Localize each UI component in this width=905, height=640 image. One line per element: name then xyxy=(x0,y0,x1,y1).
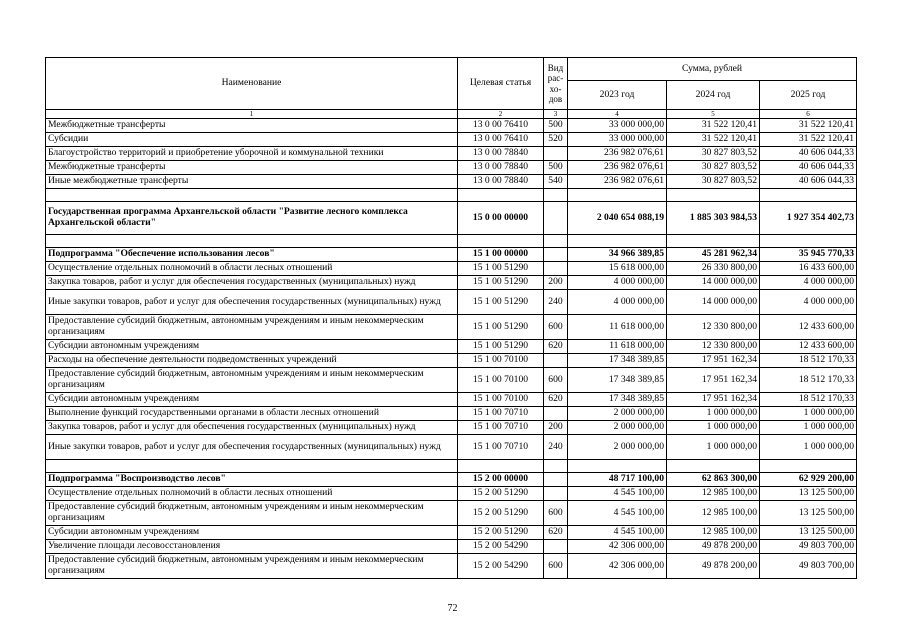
cell-sum-2025: 12 433 600,00 xyxy=(760,340,857,354)
cell-name: Межбюджетные трансферты xyxy=(46,119,458,133)
empty-cell xyxy=(667,235,760,248)
cell-sum-2024: 49 878 200,00 xyxy=(667,540,760,554)
cell-expense-kind: 620 xyxy=(544,393,568,407)
cell-sum-2024: 30 827 803,52 xyxy=(667,175,760,189)
header-kind: Вид рас-хо-дов xyxy=(544,58,568,110)
spacer-row xyxy=(46,460,857,473)
cell-sum-2025: 49 803 700,00 xyxy=(760,554,857,579)
cell-name: Субсидии xyxy=(46,133,458,147)
cell-target-code: 15 1 00 51290 xyxy=(458,315,544,340)
cell-sum-2025: 1 000 000,00 xyxy=(760,421,857,435)
cell-target-code: 15 1 00 51290 xyxy=(458,290,544,315)
cell-name: Увеличение площади лесовосстановления xyxy=(46,540,458,554)
header-target: Целевая статья xyxy=(458,58,544,110)
table-row xyxy=(46,421,857,435)
cell-target-code: 15 2 00 51290 xyxy=(458,487,544,501)
cell-name: Государственная программа Архангельской области "Развитие лесного комплекса Архангельской области" xyxy=(46,202,458,235)
cell-expense-kind: 540 xyxy=(544,175,568,189)
cell-target-code: 15 1 00 70100 xyxy=(458,354,544,368)
page-number: 72 xyxy=(447,603,458,614)
table-row xyxy=(46,501,857,526)
spacer-row xyxy=(46,235,857,248)
cell-expense-kind: 200 xyxy=(544,421,568,435)
cell-sum-2024: 17 951 162,34 xyxy=(667,354,760,368)
table-row xyxy=(46,354,857,368)
cell-sum-2025: 16 433 600,00 xyxy=(760,262,857,276)
cell-sum-2025: 40 606 044,33 xyxy=(760,147,857,161)
cell-sum-2023: 17 348 389,85 xyxy=(568,368,667,393)
cell-sum-2024: 31 522 120,41 xyxy=(667,133,760,147)
cell-name: Иные межбюджетные трансферты xyxy=(46,175,458,189)
spacer-row xyxy=(46,189,857,202)
cell-sum-2023: 2 040 654 088,19 xyxy=(568,202,667,235)
cell-sum-2025: 18 512 170,33 xyxy=(760,354,857,368)
cell-sum-2025: 18 512 170,33 xyxy=(760,393,857,407)
table-row xyxy=(46,202,857,235)
empty-cell xyxy=(458,189,544,202)
cell-sum-2023: 236 982 076,61 xyxy=(568,147,667,161)
cell-sum-2025: 4 000 000,00 xyxy=(760,276,857,290)
empty-cell xyxy=(458,460,544,473)
cell-sum-2023: 4 000 000,00 xyxy=(568,276,667,290)
cell-name: Выполнение функций государственными органами в области лесных отношений xyxy=(46,407,458,421)
cell-sum-2024: 45 281 962,34 xyxy=(667,248,760,262)
cell-sum-2023: 4 545 100,00 xyxy=(568,526,667,540)
cell-sum-2024: 1 000 000,00 xyxy=(667,421,760,435)
cell-name: Предоставление субсидий бюджетным, автономным учреждениям и иным некоммерческим организациям xyxy=(46,554,458,579)
cell-name: Закупка товаров, работ и услуг для обеспечения государственных (муниципальных) нужд xyxy=(46,276,458,290)
cell-sum-2023: 236 982 076,61 xyxy=(568,161,667,175)
empty-cell xyxy=(760,235,857,248)
empty-cell xyxy=(46,189,458,202)
cell-target-code: 15 2 00 54290 xyxy=(458,540,544,554)
cell-sum-2024: 17 951 162,34 xyxy=(667,393,760,407)
cell-expense-kind xyxy=(544,473,568,487)
cell-name: Иные закупки товаров, работ и услуг для обеспечения государственных (муниципальных) нужд xyxy=(46,290,458,315)
cell-sum-2023: 34 966 389,85 xyxy=(568,248,667,262)
cell-target-code: 15 2 00 00000 xyxy=(458,473,544,487)
table-row xyxy=(46,368,857,393)
empty-cell xyxy=(568,460,667,473)
cell-expense-kind: 500 xyxy=(544,119,568,133)
cell-name: Субсидии автономным учреждениям xyxy=(46,393,458,407)
table-row xyxy=(46,262,857,276)
cell-sum-2024: 12 985 100,00 xyxy=(667,501,760,526)
cell-name: Иные закупки товаров, работ и услуг для обеспечения государственных (муниципальных) нужд xyxy=(46,435,458,460)
cell-sum-2023: 17 348 389,85 xyxy=(568,354,667,368)
header-sum: Сумма, рублей xyxy=(568,58,857,81)
cell-sum-2023: 4 545 100,00 xyxy=(568,487,667,501)
cell-name: Подпрограмма "Обеспечение использования лесов" xyxy=(46,248,458,262)
cell-name: Предоставление субсидий бюджетным, автономным учреждениям и иным некоммерческим организациям xyxy=(46,501,458,526)
table-body xyxy=(46,119,857,579)
cell-sum-2023: 4 000 000,00 xyxy=(568,290,667,315)
cell-sum-2023: 48 717 100,00 xyxy=(568,473,667,487)
header-year-2023: 2023 год xyxy=(568,81,667,110)
cell-sum-2024: 62 863 300,00 xyxy=(667,473,760,487)
header-name: Наименование xyxy=(46,58,458,110)
cell-sum-2023: 236 982 076,61 xyxy=(568,175,667,189)
col-number: 6 xyxy=(760,110,857,119)
table-row xyxy=(46,407,857,421)
cell-name: Осуществление отдельных полномочий в области лесных отношений xyxy=(46,487,458,501)
cell-expense-kind xyxy=(544,540,568,554)
cell-expense-kind: 600 xyxy=(544,554,568,579)
cell-sum-2023: 2 000 000,00 xyxy=(568,407,667,421)
table-row xyxy=(46,393,857,407)
cell-sum-2023: 11 618 000,00 xyxy=(568,315,667,340)
cell-name: Осуществление отдельных полномочий в области лесных отношений xyxy=(46,262,458,276)
cell-sum-2023: 15 618 000,00 xyxy=(568,262,667,276)
cell-target-code: 15 1 00 70100 xyxy=(458,368,544,393)
table-row xyxy=(46,119,857,133)
empty-cell xyxy=(667,460,760,473)
cell-sum-2024: 30 827 803,52 xyxy=(667,161,760,175)
cell-sum-2024: 12 985 100,00 xyxy=(667,487,760,501)
cell-sum-2024: 1 885 303 984,53 xyxy=(667,202,760,235)
cell-name: Благоустройство территорий и приобретение уборочной и коммунальной техники xyxy=(46,147,458,161)
table-row xyxy=(46,133,857,147)
table-row xyxy=(46,473,857,487)
cell-sum-2025: 13 125 500,00 xyxy=(760,501,857,526)
cell-target-code: 13 0 00 76410 xyxy=(458,119,544,133)
cell-sum-2023: 42 306 000,00 xyxy=(568,554,667,579)
cell-target-code: 13 0 00 78840 xyxy=(458,147,544,161)
cell-sum-2025: 31 522 120,41 xyxy=(760,119,857,133)
cell-sum-2025: 40 606 044,33 xyxy=(760,161,857,175)
cell-sum-2023: 42 306 000,00 xyxy=(568,540,667,554)
col-number: 5 xyxy=(667,110,760,119)
cell-sum-2025: 49 803 700,00 xyxy=(760,540,857,554)
empty-cell xyxy=(760,460,857,473)
cell-name: Предоставление субсидий бюджетным, автономным учреждениям и иным некоммерческим организациям xyxy=(46,368,458,393)
cell-expense-kind: 520 xyxy=(544,133,568,147)
table-row xyxy=(46,315,857,340)
cell-sum-2023: 4 545 100,00 xyxy=(568,501,667,526)
cell-sum-2025: 1 927 354 402,73 xyxy=(760,202,857,235)
cell-sum-2024: 30 827 803,52 xyxy=(667,147,760,161)
col-number: 2 xyxy=(458,110,544,119)
cell-target-code: 15 1 00 70710 xyxy=(458,435,544,460)
cell-expense-kind xyxy=(544,487,568,501)
empty-cell xyxy=(544,189,568,202)
cell-expense-kind: 600 xyxy=(544,501,568,526)
cell-target-code: 15 1 00 70100 xyxy=(458,393,544,407)
cell-target-code: 15 1 00 00000 xyxy=(458,248,544,262)
empty-cell xyxy=(46,460,458,473)
cell-expense-kind: 500 xyxy=(544,161,568,175)
table-row xyxy=(46,487,857,501)
cell-name: Субсидии автономным учреждениям xyxy=(46,340,458,354)
cell-expense-kind: 600 xyxy=(544,368,568,393)
table-row xyxy=(46,340,857,354)
cell-name: Закупка товаров, работ и услуг для обеспечения государственных (муниципальных) нужд xyxy=(46,421,458,435)
cell-expense-kind xyxy=(544,407,568,421)
cell-name: Расходы на обеспечение деятельности подведомственных учреждений xyxy=(46,354,458,368)
cell-sum-2023: 2 000 000,00 xyxy=(568,421,667,435)
table-row xyxy=(46,161,857,175)
cell-sum-2025: 13 125 500,00 xyxy=(760,526,857,540)
cell-sum-2025: 1 000 000,00 xyxy=(760,435,857,460)
cell-sum-2025: 35 945 770,33 xyxy=(760,248,857,262)
cell-sum-2025: 62 929 200,00 xyxy=(760,473,857,487)
cell-expense-kind: 600 xyxy=(544,315,568,340)
table-row xyxy=(46,276,857,290)
cell-expense-kind: 240 xyxy=(544,290,568,315)
cell-sum-2024: 14 000 000,00 xyxy=(667,276,760,290)
cell-target-code: 15 2 00 54290 xyxy=(458,554,544,579)
cell-expense-kind: 240 xyxy=(544,435,568,460)
cell-sum-2025: 12 433 600,00 xyxy=(760,315,857,340)
table-row xyxy=(46,248,857,262)
empty-cell xyxy=(544,235,568,248)
cell-sum-2023: 33 000 000,00 xyxy=(568,133,667,147)
cell-sum-2024: 12 330 800,00 xyxy=(667,340,760,354)
empty-cell xyxy=(544,460,568,473)
cell-expense-kind xyxy=(544,202,568,235)
cell-sum-2025: 4 000 000,00 xyxy=(760,290,857,315)
cell-target-code: 15 0 00 00000 xyxy=(458,202,544,235)
header-year-2024: 2024 год xyxy=(667,81,760,110)
table-row xyxy=(46,290,857,315)
cell-sum-2024: 31 522 120,41 xyxy=(667,119,760,133)
cell-target-code: 15 1 00 51290 xyxy=(458,340,544,354)
col-number: 3 xyxy=(544,110,568,119)
cell-name: Предоставление субсидий бюджетным, автономным учреждениям и иным некоммерческим организациям xyxy=(46,315,458,340)
cell-name: Подпрограмма "Воспроизводство лесов" xyxy=(46,473,458,487)
empty-cell xyxy=(667,189,760,202)
cell-target-code: 15 1 00 70710 xyxy=(458,407,544,421)
empty-cell xyxy=(46,235,458,248)
cell-expense-kind xyxy=(544,248,568,262)
table-row xyxy=(46,554,857,579)
cell-sum-2024: 1 000 000,00 xyxy=(667,435,760,460)
empty-cell xyxy=(568,189,667,202)
cell-name: Межбюджетные трансферты xyxy=(46,161,458,175)
table-row xyxy=(46,435,857,460)
table-row xyxy=(46,175,857,189)
cell-sum-2024: 12 985 100,00 xyxy=(667,526,760,540)
empty-cell xyxy=(760,189,857,202)
cell-expense-kind xyxy=(544,354,568,368)
cell-target-code: 13 0 00 78840 xyxy=(458,161,544,175)
cell-target-code: 13 0 00 76410 xyxy=(458,133,544,147)
col-number: 1 xyxy=(46,110,458,119)
cell-expense-kind: 620 xyxy=(544,340,568,354)
cell-expense-kind xyxy=(544,262,568,276)
cell-target-code: 15 2 00 51290 xyxy=(458,526,544,540)
cell-sum-2024: 17 951 162,34 xyxy=(667,368,760,393)
cell-sum-2023: 2 000 000,00 xyxy=(568,435,667,460)
cell-expense-kind: 620 xyxy=(544,526,568,540)
cell-sum-2024: 1 000 000,00 xyxy=(667,407,760,421)
cell-target-code: 15 1 00 70710 xyxy=(458,421,544,435)
cell-name: Субсидии автономным учреждениям xyxy=(46,526,458,540)
table-row xyxy=(46,526,857,540)
cell-target-code: 15 1 00 51290 xyxy=(458,276,544,290)
empty-cell xyxy=(458,235,544,248)
cell-sum-2025: 31 522 120,41 xyxy=(760,133,857,147)
table-row xyxy=(46,540,857,554)
cell-target-code: 13 0 00 78840 xyxy=(458,175,544,189)
cell-expense-kind xyxy=(544,147,568,161)
cell-target-code: 15 2 00 51290 xyxy=(458,501,544,526)
cell-sum-2025: 40 606 044,33 xyxy=(760,175,857,189)
header-year-2025: 2025 год xyxy=(760,81,857,110)
cell-sum-2023: 11 618 000,00 xyxy=(568,340,667,354)
cell-sum-2024: 26 330 800,00 xyxy=(667,262,760,276)
table-row xyxy=(46,147,857,161)
cell-sum-2023: 33 000 000,00 xyxy=(568,119,667,133)
cell-sum-2025: 18 512 170,33 xyxy=(760,368,857,393)
empty-cell xyxy=(568,235,667,248)
col-number: 4 xyxy=(568,110,667,119)
budget-table xyxy=(45,57,857,579)
cell-sum-2024: 12 330 800,00 xyxy=(667,315,760,340)
cell-sum-2023: 17 348 389,85 xyxy=(568,393,667,407)
cell-sum-2024: 14 000 000,00 xyxy=(667,290,760,315)
cell-sum-2024: 49 878 200,00 xyxy=(667,554,760,579)
cell-expense-kind: 200 xyxy=(544,276,568,290)
cell-sum-2025: 1 000 000,00 xyxy=(760,407,857,421)
cell-target-code: 15 1 00 51290 xyxy=(458,262,544,276)
cell-sum-2025: 13 125 500,00 xyxy=(760,487,857,501)
